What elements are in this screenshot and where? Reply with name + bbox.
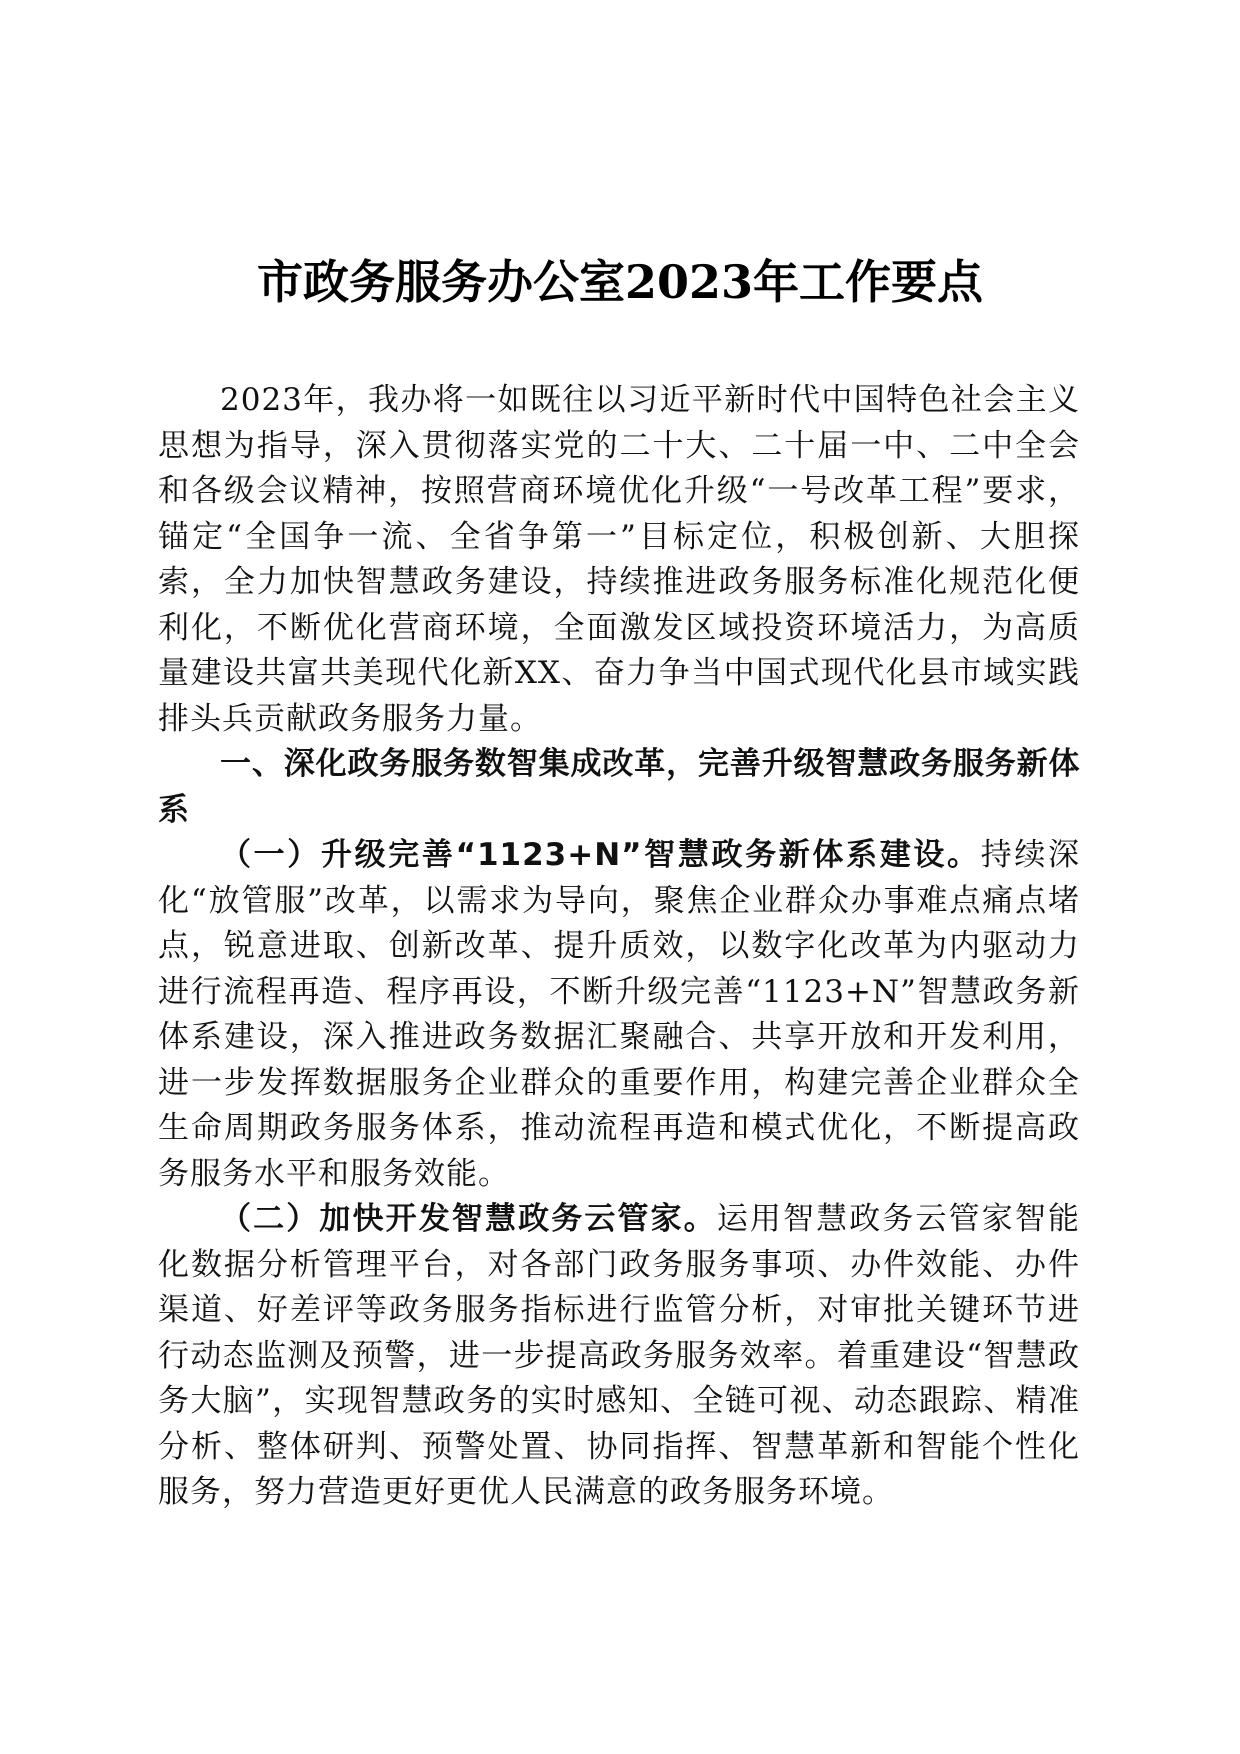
intro-paragraph: 2023年，我办将一如既往以习近平新时代中国特色社会主义思想为指导，深入贯彻落实党的二十大、二十届一中、二中全会和各级会议精神，按照营商环境优化升级“一号改革工程”要求，锚定“全国争一流、全省争第一”目标定位，积极创新、大胆探索，全力加快智慧政务建设，持续推进政务服务标准化规范化便利化，不断优化营商环境，全面激发区域投资环境活力，为高质量建设共富共美现代化新XX、奋力争当中国式现代化县市域实践排头兵贡献政务服务力量。 xyxy=(158,382,1080,737)
item-text-2: 运用智慧政务云管家智能化数据分析管理平台，对各部门政务服务事项、办件效能、办件渠道、好差评等政务服务指标进行监管分析，对审批关键环节进行动态监测及预警，进一步提高政务服务效率。着重建设“智慧政务大脑”，实现智慧政务的实时感知、全链可视、动态跟踪、精准分析、整体研判、预警处置、协同指挥、智慧革新和智能个性化服务，努力营造更好更优人民满意的政务服务环境。 xyxy=(158,1201,1081,1510)
item-heading-2: （二）加快开发智慧政务云管家。 xyxy=(220,1201,717,1237)
item-heading-1: （一）升级完善“1123+N”智慧政务新体系建设。 xyxy=(220,837,981,873)
document-title: 市政务服务办公室2023年工作要点 xyxy=(256,255,984,309)
item-paragraph-1 xyxy=(158,833,1080,1197)
item-text-1: 持续深化“放管服”改革，以需求为导向，聚焦企业群众办事难点痛点堵点，锐意进取、创新改革、提升质效，以数字化改革为内驱动力进行流程再造、程序再设，不断升级完善“1123+N”智慧政务新体系建设，深入推进政务数据汇聚融合、共享开放和开发利用，进一步发挥数据服务企业群众的重要作用，构建完善企业群众全生命周期政务服务体系，推动流程再造和模式优化，不断提高政务服务水平和服务效能。 xyxy=(158,837,1080,1192)
document-body xyxy=(158,378,1080,1516)
section-heading-1: 一、深化政务服务数智集成改革，完善升级智慧政务服务新体系 xyxy=(158,746,1080,828)
item-paragraph-2 xyxy=(158,1197,1080,1516)
